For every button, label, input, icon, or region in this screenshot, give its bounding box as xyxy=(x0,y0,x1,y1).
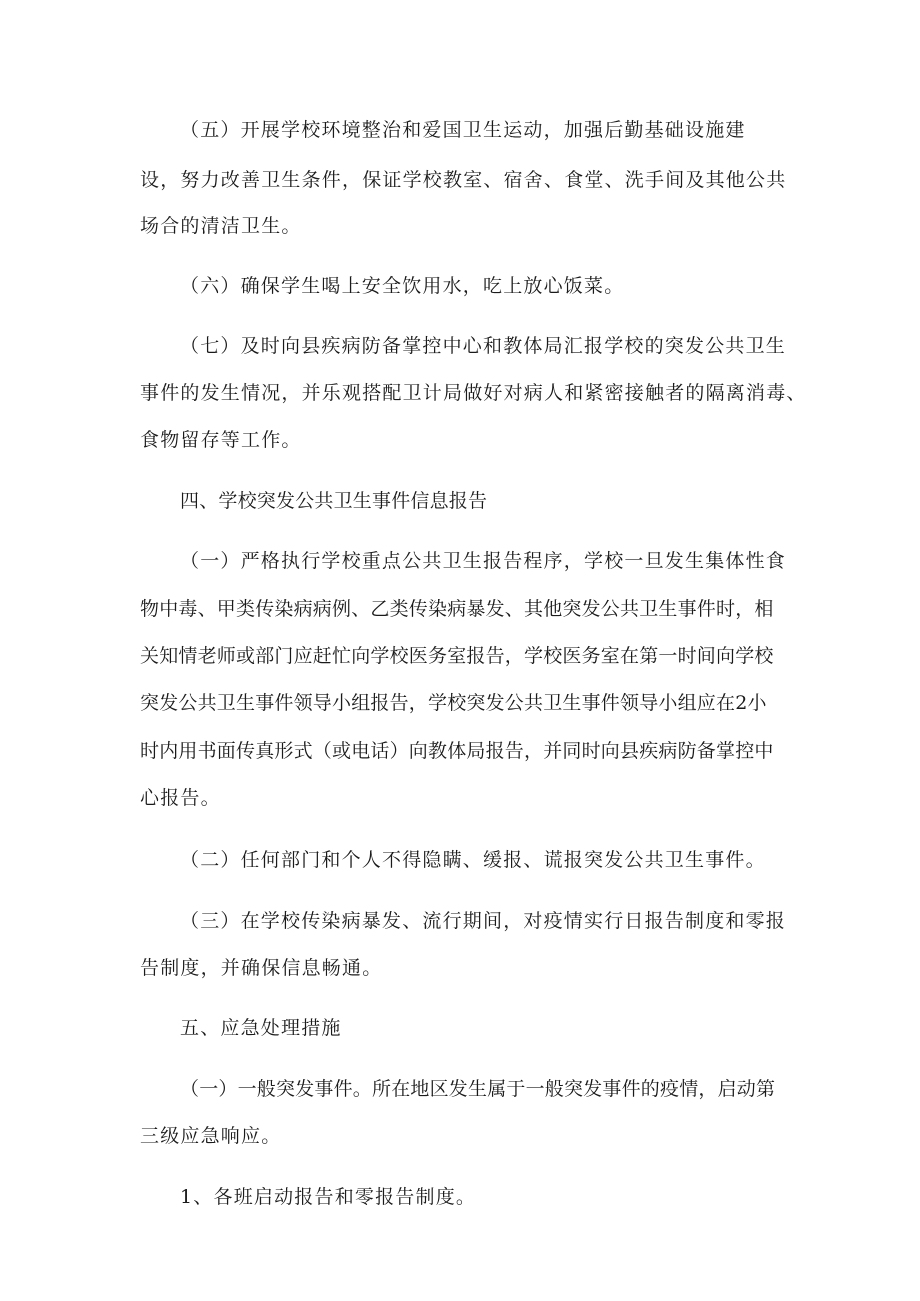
paragraph-7-line-3: 食物留存等工作。 xyxy=(140,429,302,451)
section-5-subitem-1: 1、各班启动报告和零报告制度。 xyxy=(180,1186,477,1208)
section-4-item-1-line-3: 关知情老师或部门应赶忙向学校医务室报告，学校医务室在第一时间向学校 xyxy=(140,645,774,667)
section-4-item-2: （二）任何部门和个人不得隐瞒、缓报、谎报突发公共卫生事件。 xyxy=(180,849,766,871)
section-4-heading: 四、学校突发公共卫生事件信息报告 xyxy=(180,490,488,512)
paragraph-5-line-3: 场合的清洁卫生。 xyxy=(140,215,302,237)
paragraph-5-line-1: （五）开展学校环境整治和爱国卫生运动，加强后勤基础设施建 xyxy=(180,119,746,141)
section-4-item-3-line-1: （三）在学校传染病暴发、流行期间，对疫情实行日报告制度和零报 xyxy=(180,910,787,932)
section-5-item-1-line-1: （一）一般突发事件。所在地区发生属于一般突发事件的疫情，启动第 xyxy=(180,1078,776,1100)
section-5-item-1-line-2: 三级应急响应。 xyxy=(140,1125,282,1147)
section-4-item-1-line-6: 心报告。 xyxy=(140,787,221,809)
section-4-item-1-line-5: 时内用书面传真形式（或电话）向教体局报告，并同时向县疾病防备掌控中 xyxy=(140,740,774,762)
section-5-heading: 五、应急处理措施 xyxy=(180,1017,342,1039)
section-4-item-1-line-4: 突发公共卫生事件领导小组报告，学校突发公共卫生事件领导小组应在2小 xyxy=(140,692,767,714)
section-4-item-1-line-1: （一）严格执行学校重点公共卫生报告程序，学校一旦发生集体性食 xyxy=(180,550,787,572)
paragraph-6: （六）确保学生喝上安全饮用水，吃上放心饭菜。 xyxy=(180,275,625,297)
section-4-item-1-line-2: 物中毒、甲类传染病病例、乙类传染病暴发、其他突发公共卫生事件时，相 xyxy=(140,598,774,620)
section-4-item-3-line-2: 告制度，并确保信息畅通。 xyxy=(140,957,383,979)
paragraph-7-line-1: （七）及时向县疾病防备掌控中心和教体局汇报学校的突发公共卫生 xyxy=(180,335,787,357)
paragraph-7-line-2: 事件的发生情况，并乐观搭配卫计局做好对病人和紧密接触者的隔离消毒、 xyxy=(140,382,807,404)
paragraph-5-line-2: 设，努力改善卫生条件，保证学校教室、宿舍、食堂、洗手间及其他公共 xyxy=(140,169,787,191)
